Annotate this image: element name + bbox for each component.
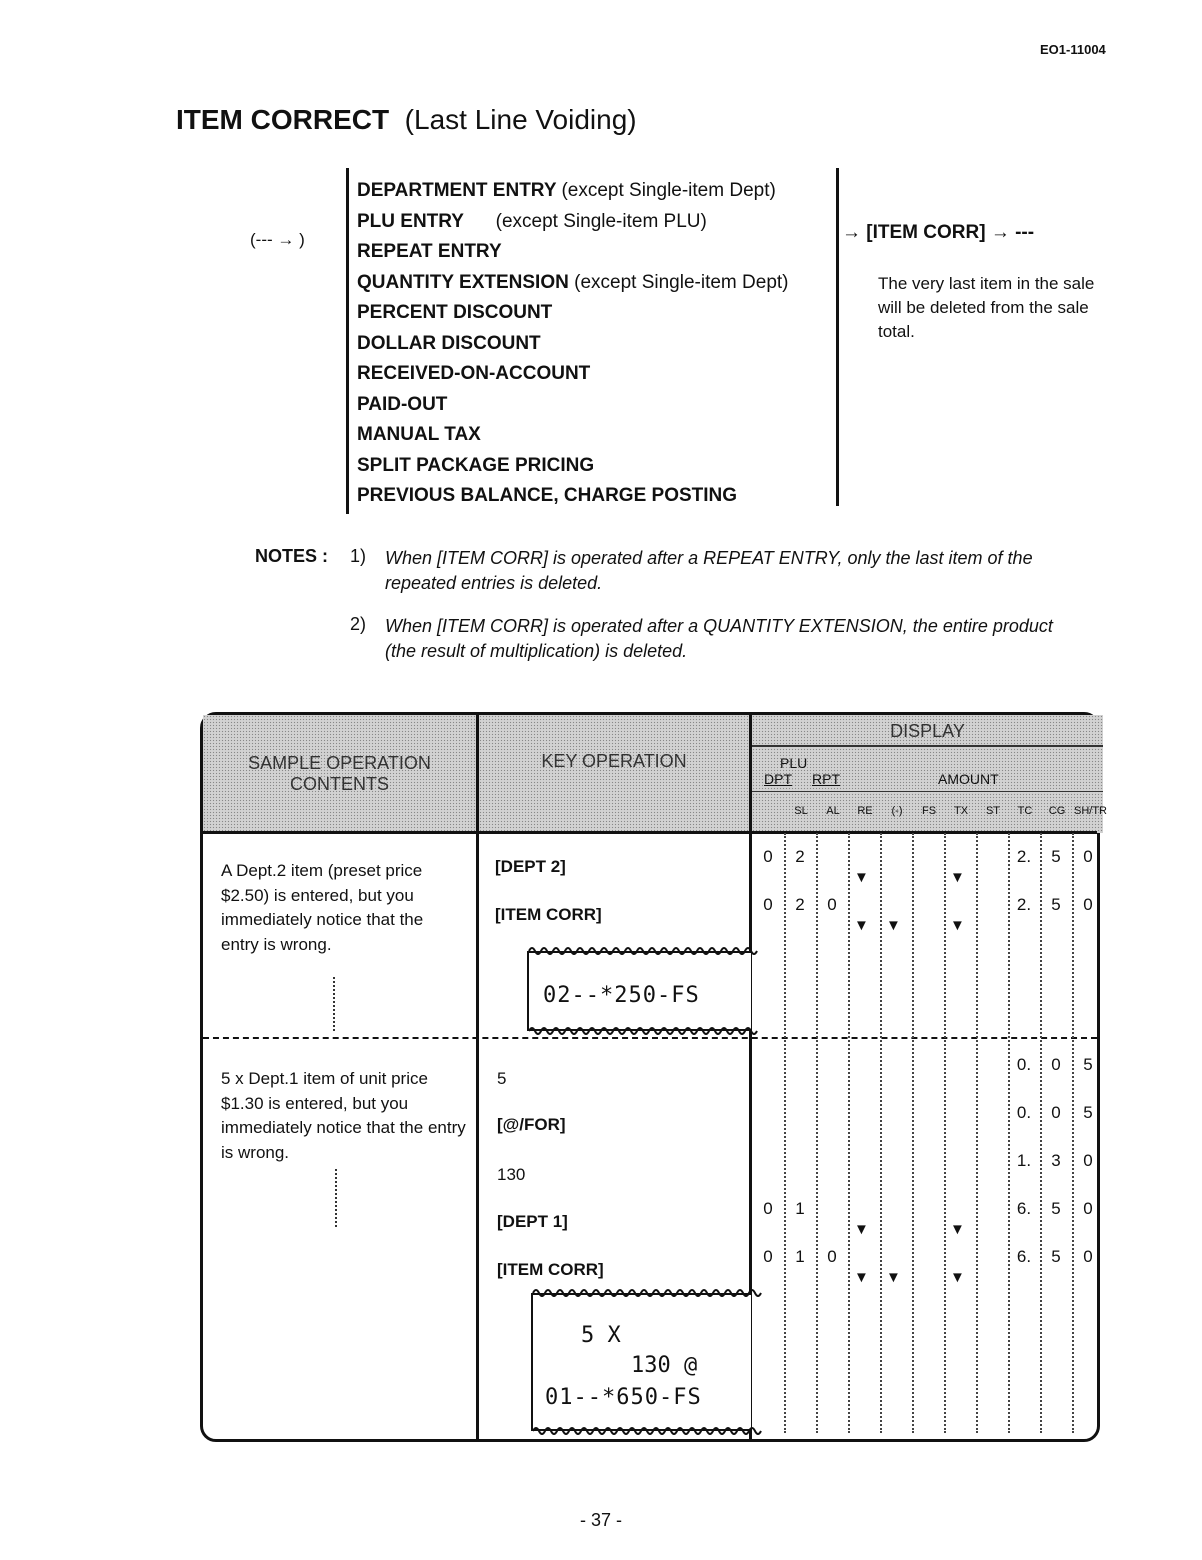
note-text: When [ITEM CORR] is operated after a REPEAT ENTRY, only the last item of the repeated entries is deleted.	[385, 548, 1033, 593]
receipt-tear-edge	[529, 1025, 753, 1037]
note-number: 1)	[350, 546, 367, 566]
display-amount-digit: 3	[1051, 1151, 1061, 1170]
result-description: The very last item in the sale will be deleted from the sale total.	[878, 274, 1095, 341]
indicator-mark: ▼	[886, 1269, 901, 1286]
display-indicator-label: SH/TR	[1074, 805, 1107, 817]
sample-description-2: 5 x Dept.1 item of unit price $1.30 is entered, but you immediately notice that the entry is wrong.	[221, 1069, 466, 1162]
display-amount-digit: 0.	[1016, 1103, 1032, 1122]
entry-item: REPEAT ENTRY	[357, 241, 502, 262]
receipt-line: 130 @	[631, 1353, 698, 1378]
notes-label: NOTES :	[255, 546, 329, 566]
note-text: When [ITEM CORR] is operated after a QUANTITY EXTENSION, the entire product (the result of multiplication) is deleted.	[385, 616, 1053, 661]
display-indicator-label: CG	[1048, 805, 1066, 817]
page-title	[176, 104, 637, 136]
notes-section	[255, 546, 1075, 682]
indicator-row	[752, 805, 1107, 829]
display-amount-digit: 6.	[1016, 1199, 1032, 1218]
display-digit: 0	[827, 895, 837, 914]
indicator-mark: ▼	[950, 1269, 965, 1286]
receipt-line: 5 X	[581, 1323, 621, 1348]
display-amount-digit: 5	[1051, 1199, 1061, 1218]
entry-item: PLU ENTRY (except Single-item PLU)	[357, 210, 707, 232]
indicator-mark: ▼	[950, 1221, 965, 1238]
display-amount-digit: 0	[1083, 895, 1093, 914]
display-amount-digit: 0	[1051, 1055, 1061, 1074]
receipt-print-1	[527, 951, 751, 1031]
indicator-mark: ▼	[950, 917, 965, 934]
receipt-line: 01--*650-FS	[545, 1385, 702, 1410]
display-grid	[752, 833, 1097, 1439]
display-digit: 0	[763, 1247, 773, 1266]
header-sample: SAMPLE OPERATION CONTENTS	[203, 715, 476, 833]
display-digit: 1	[795, 1199, 805, 1218]
indicator-mark: ▼	[854, 1269, 869, 1286]
display-amount-digit: 2.	[1016, 895, 1032, 914]
label-amount: AMOUNT	[938, 771, 999, 787]
display-digit: 0	[763, 895, 773, 914]
key-item-corr: [ITEM CORR]	[495, 905, 602, 924]
display-indicator-label: (-)	[891, 805, 903, 817]
indicator-mark: ▼	[854, 1221, 869, 1238]
display-amount-digit: 1.	[1016, 1151, 1032, 1170]
display-amount-digit: 0	[1083, 847, 1093, 866]
display-indicator-label: TC	[1017, 805, 1033, 817]
receipt-tear-edge	[529, 945, 753, 957]
display-amount-digit: 0.	[1016, 1055, 1032, 1074]
receipt-tear-edge	[533, 1425, 753, 1437]
flow-lead: (--- → )	[250, 230, 305, 249]
receipt-print-2	[531, 1293, 751, 1431]
display-amount-digit: 5	[1083, 1103, 1093, 1122]
entries-left-bracket	[346, 168, 349, 514]
header-display: DISPLAY PLU DPT RPT AMOUNT SL AL RE (-) FS TX ST TC CG SH/TR	[752, 715, 1103, 833]
key-dept-1: [DEPT 1]	[497, 1212, 568, 1231]
indicator-mark: ▼	[950, 869, 965, 886]
display-digit: 0	[827, 1247, 837, 1266]
display-amount-digit: 0	[1083, 1199, 1093, 1218]
indicator-mark: ▼	[854, 917, 869, 934]
entry-item: MANUAL TAX	[357, 424, 481, 445]
header-key: KEY OPERATION	[479, 715, 749, 833]
display-indicator-label: SL	[794, 805, 808, 817]
receipt-tear-edge	[533, 1287, 753, 1299]
result-flow: → [ITEM CORR] → ---	[842, 222, 1035, 243]
display-digit: 2	[795, 895, 805, 914]
sample-description-1: A Dept.2 item (preset price $2.50) is entered, but you immediately notice that the entry is wrong.	[221, 861, 424, 954]
label-plu: PLU	[780, 755, 808, 771]
display-amount-digit: 5	[1083, 1055, 1093, 1074]
display-amount-digit: 0	[1051, 1103, 1061, 1122]
document-id: EO1-11004	[1040, 42, 1106, 57]
entries-right-bracket	[836, 168, 839, 506]
page-number: - 37 -	[579, 1510, 622, 1530]
entry-item: RECEIVED-ON-ACCOUNT	[357, 363, 591, 384]
indicator-mark: ▼	[854, 869, 869, 886]
display-amount-digit: 5	[1051, 847, 1061, 866]
display-amount-digit: 5	[1051, 1247, 1061, 1266]
operation-table	[200, 712, 1107, 1442]
display-amount-digit: 6.	[1016, 1247, 1032, 1266]
label-dpt: DPT	[764, 771, 792, 787]
entry-item: DOLLAR DISCOUNT	[357, 332, 541, 354]
display-amount-digit: 5	[1051, 895, 1061, 914]
entry-item: DEPARTMENT ENTRY (except Single-item Dept)	[357, 180, 776, 201]
display-digit: 0	[763, 1199, 773, 1218]
key-at-for: [@/FOR]	[497, 1115, 566, 1134]
display-indicator-label: RE	[857, 805, 873, 817]
display-indicator-label: FS	[921, 805, 937, 817]
entry-list	[357, 176, 789, 512]
entry-item: PREVIOUS BALANCE, CHARGE POSTING	[357, 485, 738, 506]
label-rpt: RPT	[812, 771, 840, 787]
entry-item: QUANTITY EXTENSION (except Single-item Dept)	[357, 271, 789, 293]
indicator-mark: ▼	[886, 917, 901, 934]
entry-item: PAID-OUT	[357, 393, 448, 415]
display-indicator-label: AL	[826, 805, 840, 817]
display-digit: 2	[795, 847, 805, 866]
display-amount-digit: 0	[1083, 1247, 1093, 1266]
display-indicator-label: ST	[985, 805, 1001, 817]
key-130: 130	[497, 1165, 526, 1184]
note-number: 2)	[350, 614, 367, 634]
title-bold: ITEM CORRECT	[176, 104, 390, 135]
display-digit: 1	[795, 1247, 805, 1266]
receipt-line: 02--*250-FS	[543, 983, 700, 1008]
entry-item: SPLIT PACKAGE PRICING	[357, 454, 595, 476]
key-5: 5	[497, 1069, 507, 1088]
key-dept-2: [DEPT 2]	[495, 857, 566, 876]
display-amount-digit: 0	[1083, 1151, 1093, 1170]
display-amount-digit: 2.	[1016, 847, 1032, 866]
key-item-corr: [ITEM CORR]	[497, 1260, 604, 1279]
title-subtitle: (Last Line Voiding)	[404, 104, 637, 135]
entry-item: PERCENT DISCOUNT	[357, 302, 553, 323]
display-digit: 0	[763, 847, 773, 866]
display-indicator-label: TX	[953, 805, 969, 817]
